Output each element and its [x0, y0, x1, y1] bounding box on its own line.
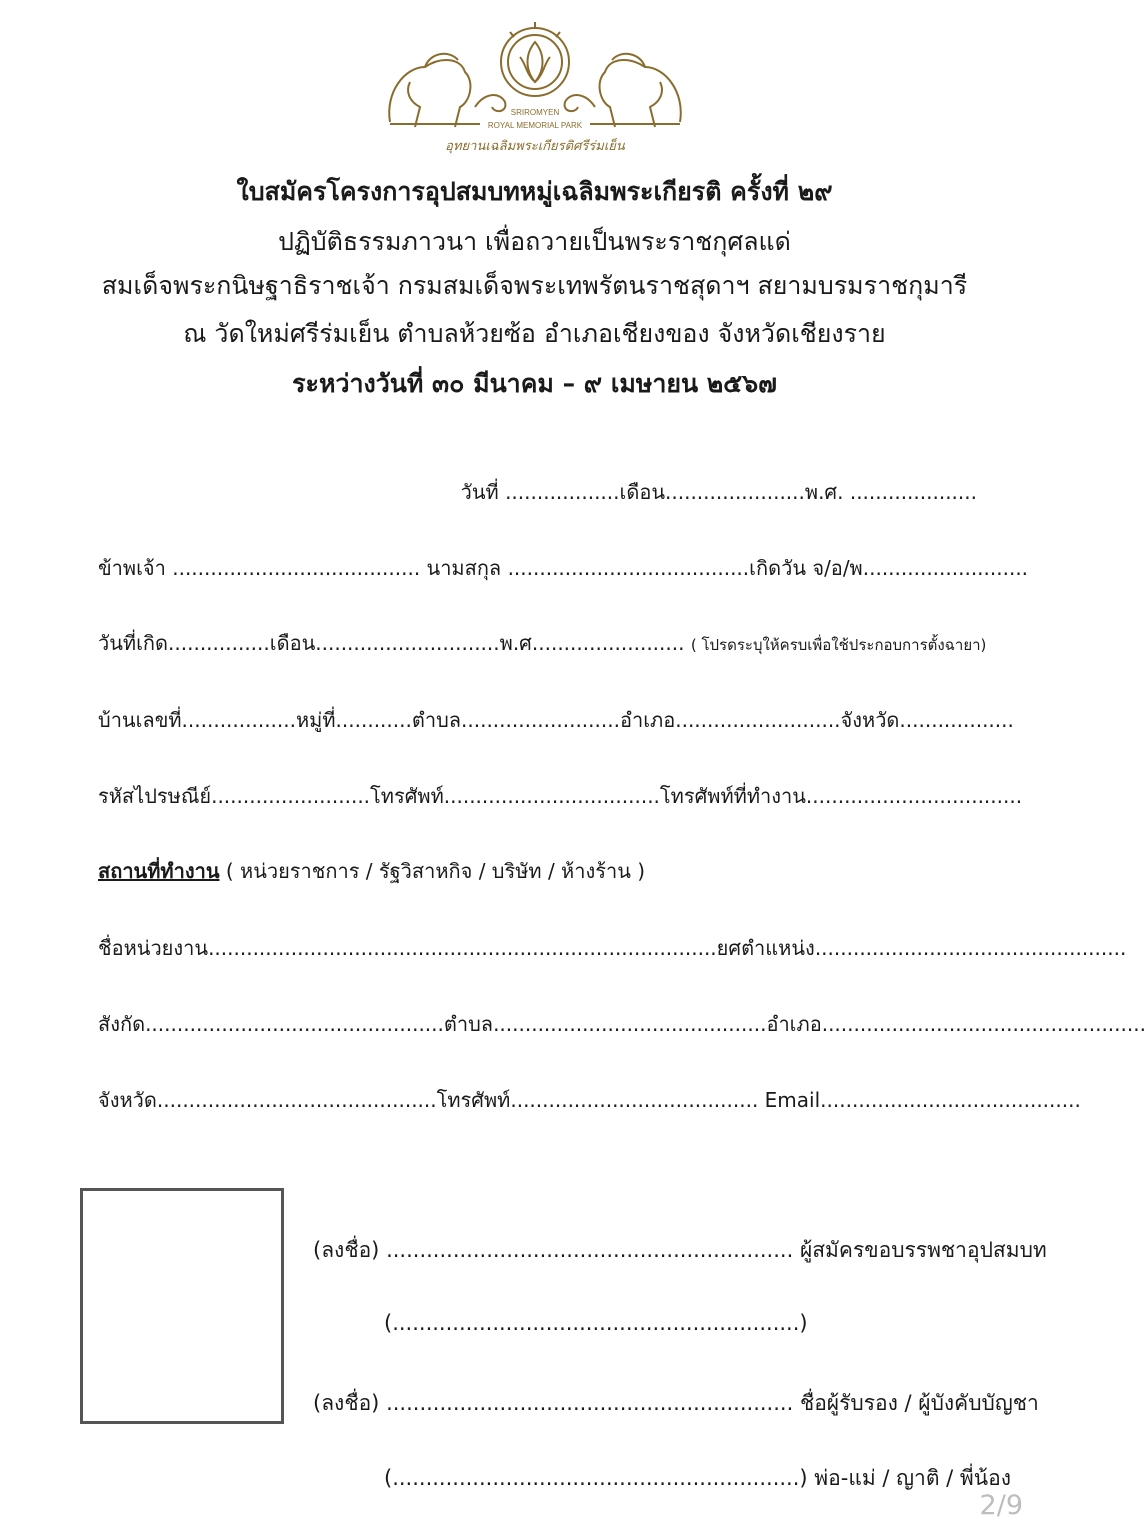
affiliation-field[interactable]: ............................................... [145, 1012, 444, 1036]
workplace-heading: สถานที่ทำงาน [98, 859, 220, 883]
header-line-3: ณ วัดใหม่ศรีร่มเย็น ตำบลห้วยซ้อ อำเภอเชียงของ จังหวัดเชียงราย [183, 319, 886, 348]
date-field[interactable]: .................. [505, 480, 620, 504]
house-label: บ้านเลขที่ [98, 708, 182, 732]
house-field[interactable]: .................. [181, 708, 296, 732]
applicant-role: ผู้สมัครขอบรรพชาอุปสมบท [799, 1238, 1047, 1262]
moo-field[interactable]: ............ [335, 708, 412, 732]
affiliation-label: สังกัด [98, 1012, 146, 1036]
applicant-sign-field[interactable]: ............................................................. [386, 1238, 800, 1262]
work-phone2-field[interactable]: ....................................... [510, 1088, 759, 1112]
tambon-label: ตำบล [411, 708, 462, 732]
logo-thai-name: อุทยานเฉลิมพระเกียรติศรีร่มเย็น [445, 139, 625, 154]
applicant-name-row [384, 1311, 808, 1335]
guarantor-role: ชื่อผู้รับรอง / ผู้บังคับบัญชา [799, 1391, 1039, 1415]
tambon-field[interactable]: ......................... [461, 708, 620, 732]
birth-date-row [98, 627, 987, 659]
guarantor-name-field[interactable]: ............................................................. [392, 1466, 800, 1490]
header-line-1: ปฏิบัติธรรมภาวนา เพื่อถวายเป็นพระราชกุศลแด่ [278, 227, 791, 256]
birth-year-field[interactable]: ........................ [531, 631, 685, 655]
work-phone-field[interactable]: .................................. [805, 784, 1023, 808]
org-row [98, 932, 1127, 964]
header-line-4: ระหว่างวันที่ ๓๐ มีนาคม – ๙ เมษายน ๒๕๖๗ [292, 369, 777, 398]
phone-field[interactable]: .................................. [443, 784, 660, 808]
birth-date-field[interactable]: ................ [168, 631, 270, 655]
work-amphoe-field[interactable]: ................................................... [821, 1012, 1146, 1036]
month-field[interactable]: ...................... [665, 480, 805, 504]
position-label: ยศตำแหน่ง [716, 936, 815, 960]
work-province-row [98, 1084, 1081, 1116]
surname-label: นามสกุล [426, 556, 502, 580]
relation-label: พ่อ-แม่ / ญาติ / พี่น้อง [814, 1466, 1011, 1490]
org-label: ชื่อหน่วยงาน [98, 936, 209, 960]
guarantor-signature-row [313, 1387, 1039, 1420]
amphoe-field[interactable]: .......................... [675, 708, 841, 732]
surname-field[interactable]: ...................................... [507, 556, 750, 580]
date-row [461, 476, 977, 508]
work-tambon-label: ตำบล [443, 1012, 494, 1036]
birthday-field[interactable]: .......................... [862, 556, 1029, 580]
email-label: Email [764, 1088, 821, 1112]
birth-date-label: วันที่เกิด [98, 631, 169, 655]
email-field[interactable]: ......................................... [820, 1088, 1081, 1112]
year-field[interactable]: .................... [843, 480, 977, 504]
postal-field[interactable]: ......................... [211, 784, 371, 808]
birth-year-label: พ.ศ [499, 631, 532, 655]
amphoe-label: อำเภอ [619, 708, 676, 732]
province-field[interactable]: .................. [899, 708, 1014, 732]
birth-note: ( โปรดระบุให้ครบเพื่อใช้ประกอบการตั้งฉายา) [690, 636, 987, 654]
month-label: เดือน [619, 480, 666, 504]
work-province-field[interactable]: ............................................ [156, 1088, 437, 1112]
contact-row [98, 780, 1023, 812]
sriromyen-logo [380, 12, 690, 162]
phone-label: โทรศัพท์ [370, 784, 444, 808]
logo-name-top: SRIROMYEN [510, 108, 560, 117]
birth-month-label: เดือน [269, 631, 316, 655]
guarantor-sign-label: (ลงชื่อ) [313, 1391, 380, 1415]
close-paren: ) [799, 1466, 808, 1490]
address-row [98, 704, 1014, 736]
affiliation-row [98, 1008, 1146, 1040]
work-amphoe-label: อำเภอ [766, 1012, 822, 1036]
work-tambon-field[interactable]: ........................................... [493, 1012, 767, 1036]
postal-label: รหัสไปรษณีย์ [98, 784, 212, 808]
applicant-signature-row [313, 1234, 1047, 1267]
year-label: พ.ศ. [804, 480, 844, 504]
header-line-2: สมเด็จพระกนิษฐาธิราชเจ้า กรมสมเด็จพระเทพรัตนราชสุดาฯ สยามบรมราชกุมารี [101, 271, 968, 300]
page-indicator: 2/9 [979, 1490, 1023, 1521]
province-label: จังหวัด [840, 708, 900, 732]
name-label: ข้าพเจ้า [98, 556, 166, 580]
birth-month-field[interactable]: ............................. [315, 631, 500, 655]
workplace-heading-row [98, 855, 978, 887]
name-field[interactable]: ....................................... [172, 556, 427, 580]
birthday-label: เกิดวัน จ/อ/พ [749, 556, 863, 580]
org-field[interactable]: ................................................................................ [208, 936, 717, 960]
workplace-types: ( หน่วยราชการ / รัฐวิสาหกิจ / บริษัท / ห้างร้าน ) [225, 859, 646, 883]
moo-label: หมู่ที่ [295, 708, 336, 732]
guarantor-sign-field[interactable]: ............................................................. [386, 1391, 800, 1415]
applicant-name-field[interactable]: ............................................................. [392, 1311, 800, 1335]
work-phone-label: โทรศัพท์ที่ทำงาน [659, 784, 806, 808]
logo-name-bottom: ROYAL MEMORIAL PARK [487, 121, 583, 130]
date-label: วันที่ [460, 480, 499, 504]
photo-box[interactable] [80, 1188, 284, 1424]
name-row [98, 552, 1029, 584]
guarantor-name-row [384, 1462, 1011, 1495]
open-paren: ( [384, 1311, 393, 1335]
form-title: ใบสมัครโครงการอุปสมบทหมู่เฉลิมพระเกียรติ ครั้งที่ ๒๙ [236, 177, 833, 206]
applicant-sign-label: (ลงชื่อ) [313, 1238, 380, 1262]
position-field[interactable]: ................................................. [814, 936, 1127, 960]
work-phone2-label: โทรศัพท์ [436, 1088, 511, 1112]
close-paren: ) [799, 1311, 808, 1335]
open-paren: ( [384, 1466, 393, 1490]
work-province-label: จังหวัด [98, 1088, 157, 1112]
